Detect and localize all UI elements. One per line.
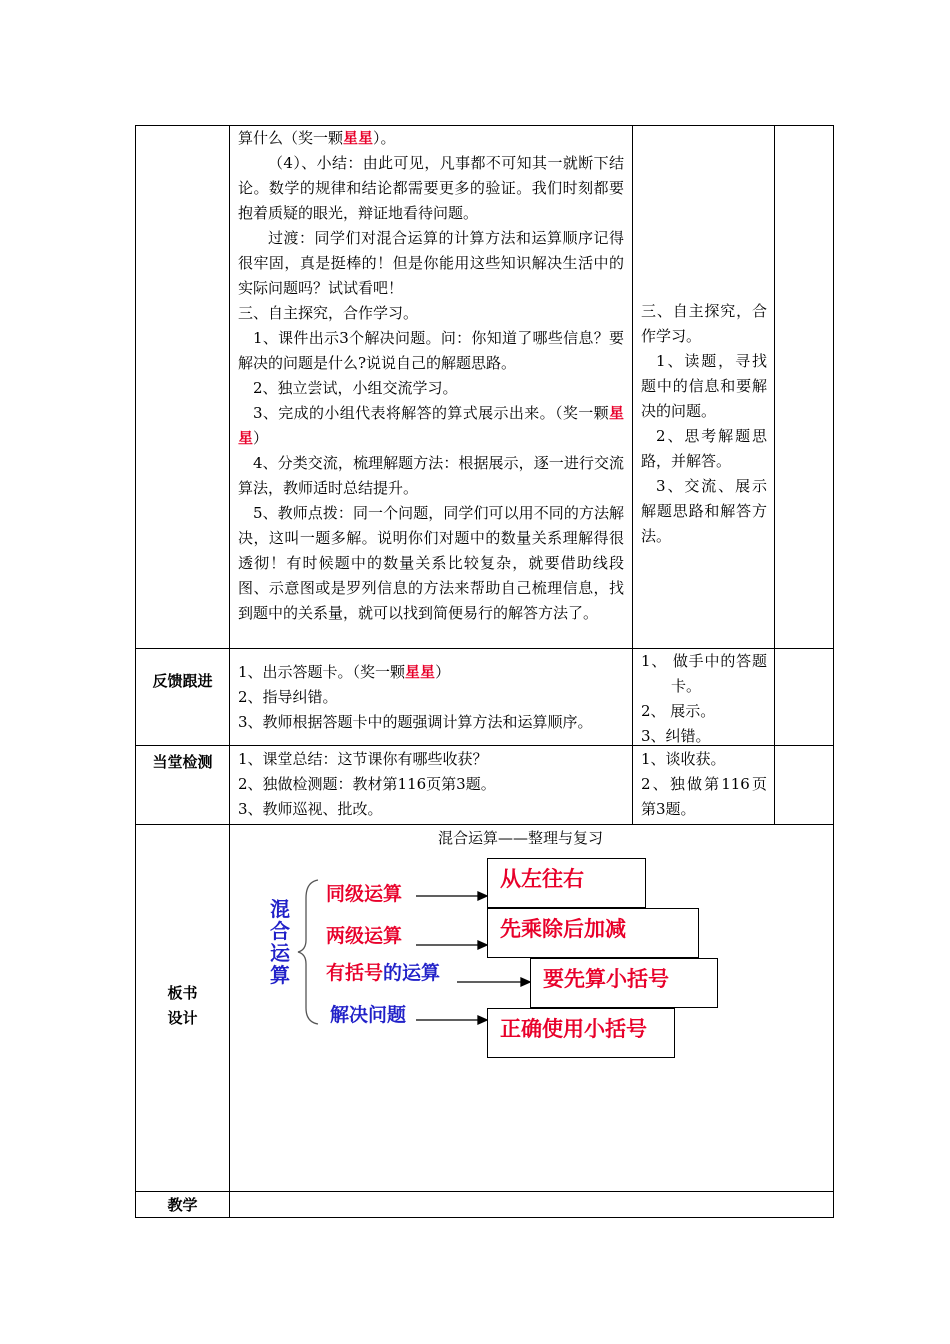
paragraph-step-5: 5、教师点拨：同一个问题，同学们可以用不同的方法解决，这叫一题多解。说明你们对题中的数量关系理解得很透彻！有时候题中的数量关系比较复杂，就要借助线段图、示意图或是罗列信息的方法来帮助自己梳理信息，找到题中的关系量，就可以找到简便易行的解答方法了。 (238, 504, 624, 622)
label-solve-problems: 解决问题 (330, 1004, 407, 1026)
paragraph-step-3: 3、完成的小组代表将解答的算式展示出来。（奖一颗星星） (238, 404, 624, 447)
check-student-2: 2、独做第116页第3题。 (641, 775, 767, 818)
student-heading-explore: 三、自主探究，合作学习。 (641, 302, 767, 345)
check-item-2: 2、独做检测题：教材第116页第3题。 (238, 775, 496, 793)
result-box-left-to-right: 从左往右 (487, 858, 646, 908)
paragraph-transition: 过渡：同学们对混合运算的计算方法和运算顺序记得很牢固，真是挺棒的！但是你能用这些知识解决生活中的实际问题吗？试试看吧！ (238, 229, 624, 297)
result-box-use-brackets: 正确使用小括号 (487, 1008, 675, 1058)
paragraph-step-1: 1、课件出示3个解决问题。问：你知道了哪些信息？要解决的问题是什么?说说自己的解题思路。 (238, 329, 624, 372)
student-step-1: 1、读题，寻找题中的信息和要解决的问题。 (641, 352, 767, 420)
student-step-3: 3、交流、展示解题思路和解答方法。 (641, 477, 767, 545)
feedback-item-3: 3、教师根据答题卡中的题强调计算方法和运算顺序。 (238, 713, 593, 731)
board-title: 混合运算——整理与复习 (438, 829, 604, 847)
result-box-multiply-first: 先乘除后加减 (487, 908, 699, 958)
label-same-level: 同级运算 (326, 883, 403, 905)
check-student-1: 1、谈收获。 (641, 750, 726, 768)
curly-brace (298, 880, 318, 1024)
section-heading-explore: 三、自主探究，合作学习。 (238, 304, 419, 322)
check-item-1: 1、课堂总结：这节课你有哪些收获？ (238, 750, 488, 768)
paragraph-reward: 算什么（奖一颗星星）。 (238, 129, 396, 147)
check-row-label: 当堂检测 (152, 753, 213, 771)
arrow-2 (416, 941, 487, 949)
paragraph-step-4: 4、分类交流，梳理解题方法：根据展示，逐一进行交流算法，教师适时总结提升。 (238, 454, 624, 497)
arrow-1 (416, 892, 487, 900)
label-with-brackets: 有括号的运算 (326, 962, 441, 984)
teaching-row-label: 教学 (167, 1196, 198, 1214)
feedback-row-label: 反馈跟进 (152, 672, 213, 690)
board-label-line-2: 设计 (167, 1009, 198, 1027)
feedback-item-2: 2、指导纠错。 (238, 688, 338, 706)
check-item-3: 3、教师巡视、批改。 (238, 800, 383, 818)
feedback-student-3: 3、纠错。 (641, 727, 711, 745)
feedback-student-2: 2、 展示。 (641, 702, 716, 720)
feedback-item-1: 1、出示答题卡。（奖一颗星星） (238, 663, 451, 681)
paragraph-step-2: 2、独立尝试，小组交流学习。 (253, 379, 458, 397)
paragraph-summary: （4）、小结：由此可见，凡事都不可知其一就断下结论。数学的规律和结论都需要更多的验证。我们时刻都要抱着质疑的眼光，辩证地看待问题。 (238, 154, 624, 222)
arrow-4 (416, 1016, 487, 1024)
student-step-2: 2、思考解题思路，并解答。 (641, 427, 767, 470)
label-two-level: 两级运算 (326, 925, 403, 947)
board-vertical-title: 混合运算 (270, 897, 290, 987)
arrow-3 (457, 978, 530, 986)
feedback-student-1: 1、 做手中的答题卡。 (641, 652, 767, 695)
result-box-brackets-first: 要先算小括号 (530, 958, 718, 1008)
board-label-line-1: 板书 (167, 984, 198, 1002)
